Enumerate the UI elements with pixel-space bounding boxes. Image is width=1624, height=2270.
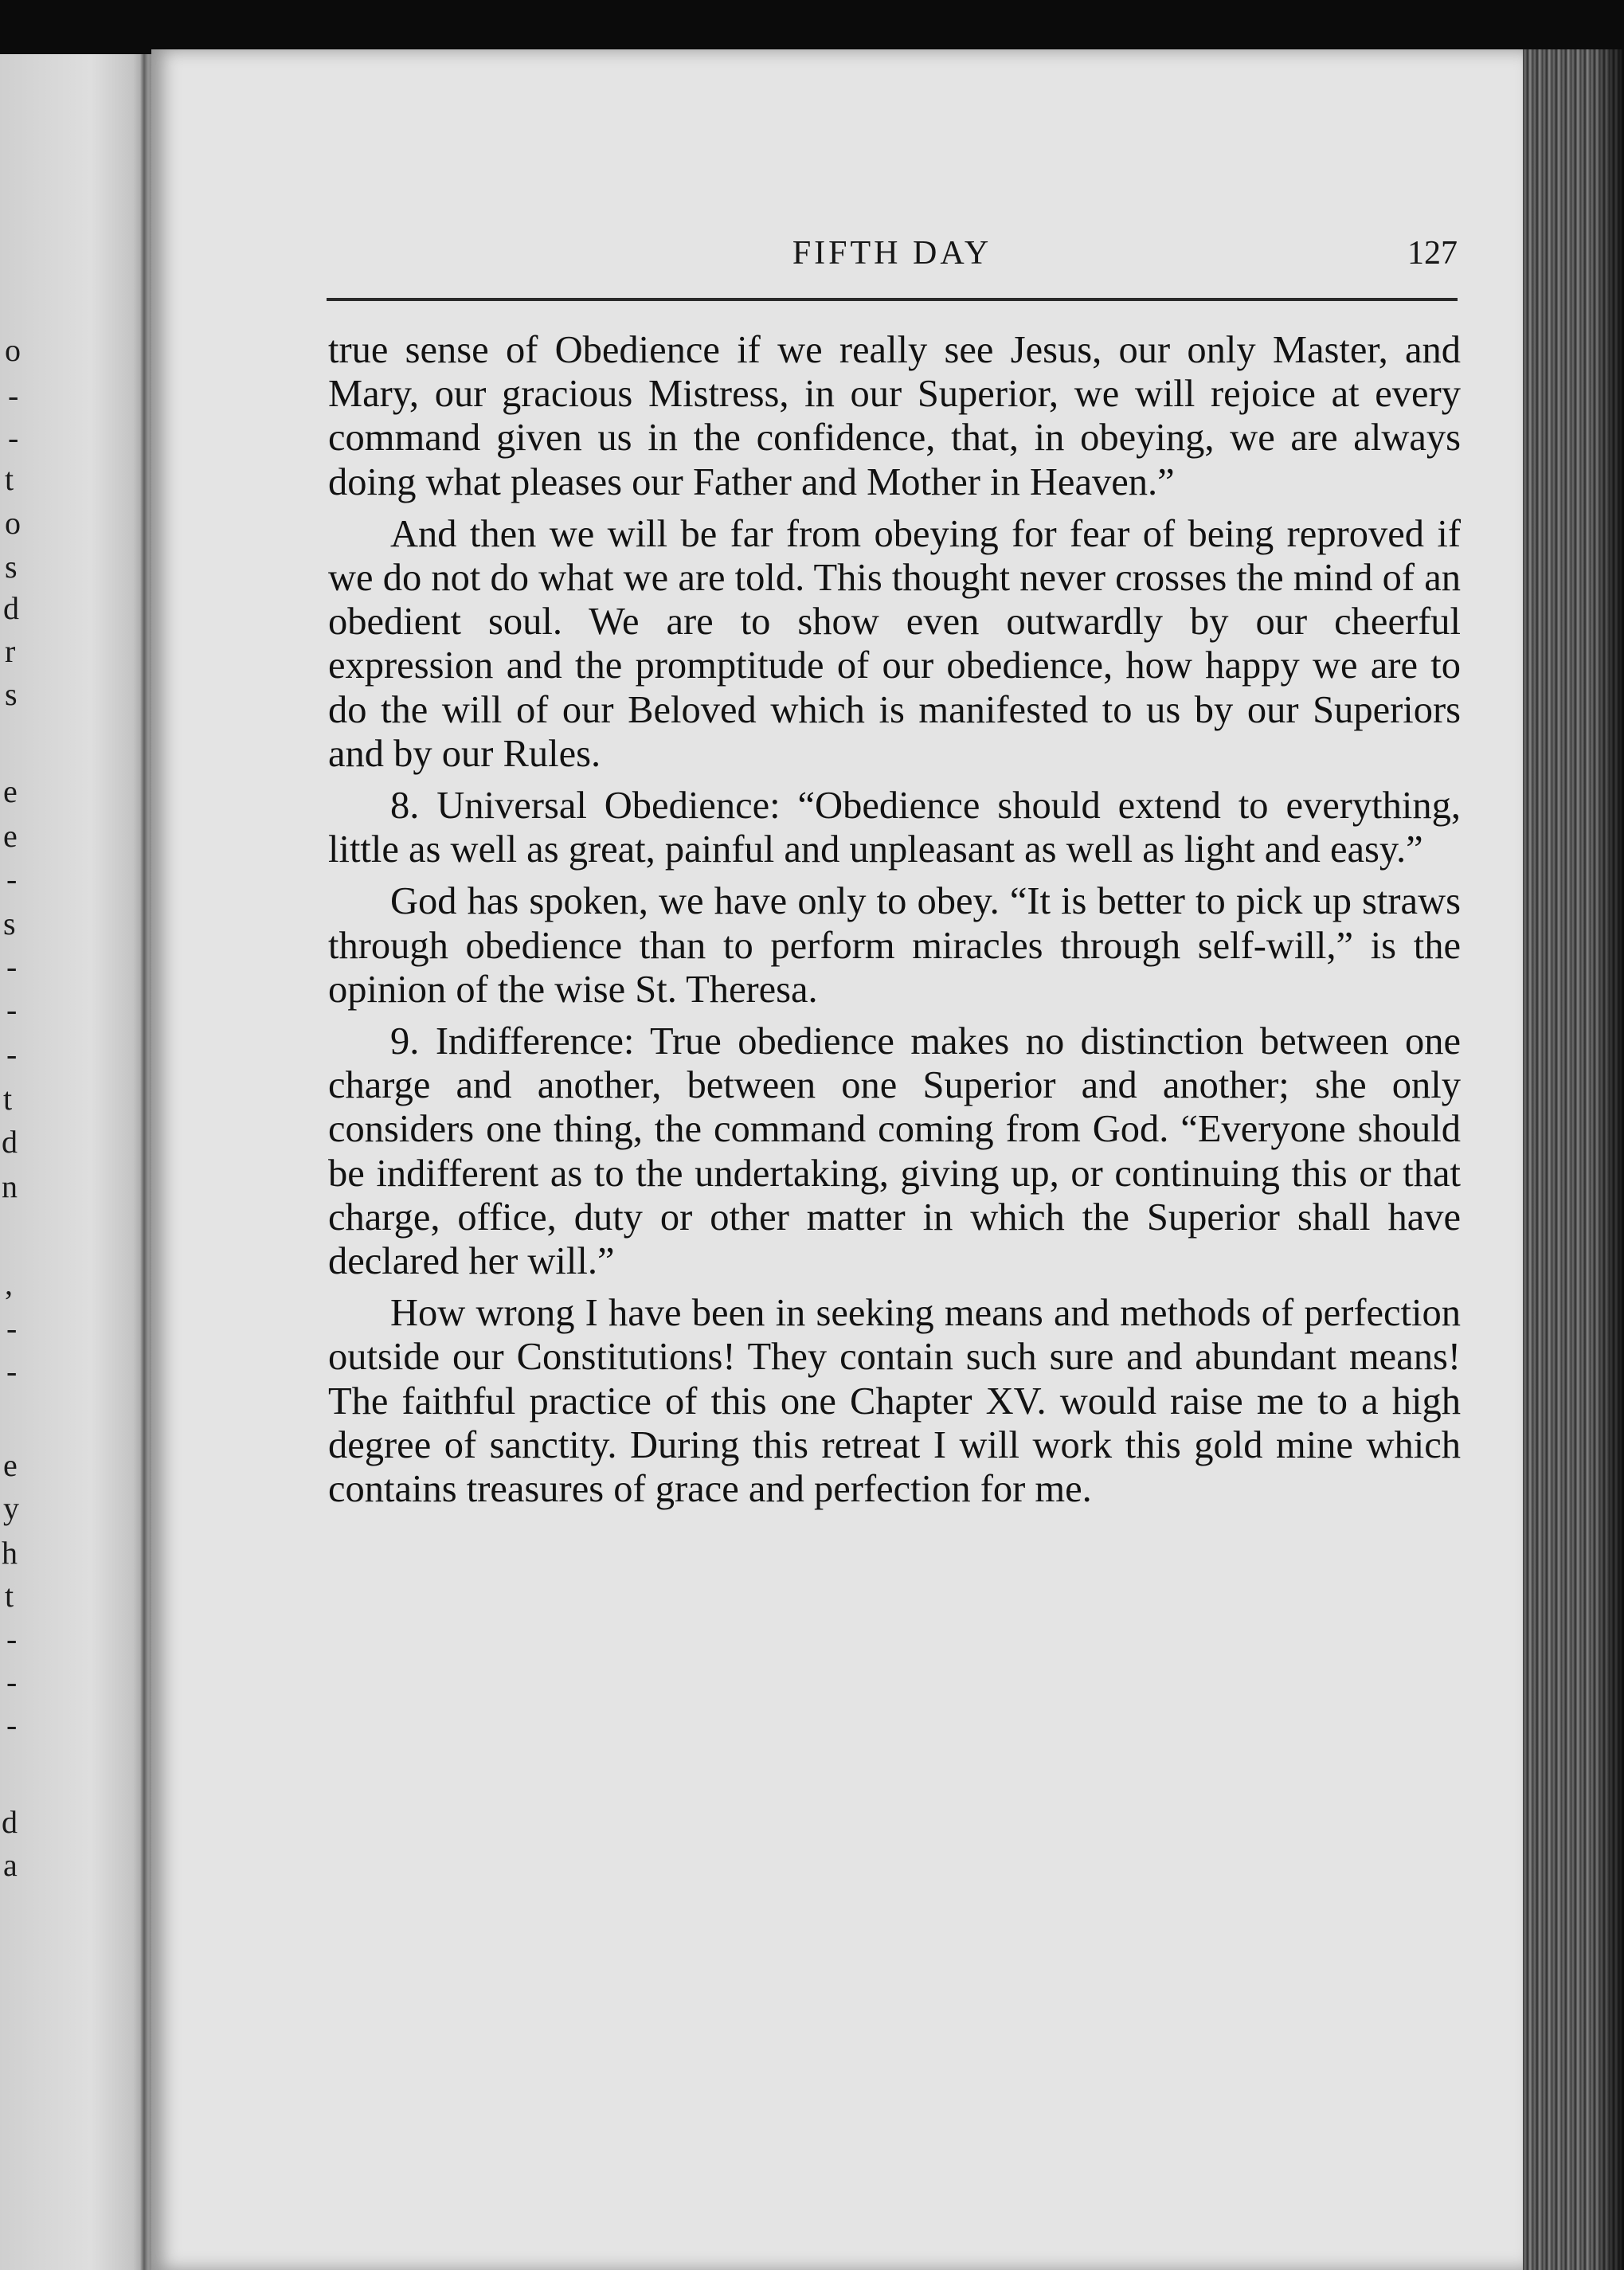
paragraph: true sense of Obedience if we really see Jesus, our only Master, and Mary, our gracious Mistress, in our Superior, we will rejoice at every command given us in the confidence, that, in obeying, we are always doing what pleases our Father and Mother in Heaven.”	[328, 329, 1461, 503]
facing-page-edge	[0, 54, 151, 2270]
paragraph: How wrong I have been in seeking means and methods of perfection outside our Constitutions! They contain such sure and abundant means! The faithful practice of this one Chapter XV. would raise me to a high degree of sanctity. During this retreat I will work this gold mine which contains treasures of grace and perfection for me.	[328, 1292, 1461, 1511]
facing-fragment: -	[6, 949, 18, 984]
facing-fragment: o	[5, 505, 21, 541]
book-page	[151, 49, 1523, 2270]
facing-fragment: h	[2, 1535, 18, 1571]
facing-fragment: e	[3, 1447, 18, 1483]
facing-fragment: -	[6, 1621, 18, 1657]
facing-fragment: d	[2, 1804, 18, 1840]
paragraph: 8. Universal Obedience: “Obedience should extend to everything, little as well as great, painful and unpleasant as well as light and easy.”	[328, 785, 1461, 871]
facing-fragment: -	[6, 861, 18, 897]
facing-fragment: s	[5, 676, 18, 712]
gutter-shadow	[140, 54, 148, 2270]
facing-fragment: ,	[5, 1266, 13, 1301]
paragraph: 9. Indifference: True obedience makes no distinction between one charge and another, between one Superior and another; she only considers one thing, the command coming from God. “Everyone should be indifferent as to the undertaking, giving up, or continuing this or that charge, office, duty or other matter in which the Superior shall have declared her will.”	[328, 1020, 1461, 1283]
paragraph: And then we will be far from obeying for fear of being reproved if we do not do what we are told. This thought never crosses the mind of an obedient soul. We are to show even outwardly by our cheerful expression and the promptitude of our obedience, how happy we are to do the will of our Beloved which is manifested to us by our Superiors and by our Rules.	[328, 512, 1461, 775]
facing-fragment: -	[6, 1310, 18, 1346]
page-edges	[1523, 49, 1624, 2270]
running-head-title: FIFTH DAY	[792, 235, 992, 272]
facing-fragment: -	[6, 1036, 18, 1072]
facing-fragment: d	[2, 1124, 18, 1160]
facing-fragment: n	[2, 1168, 18, 1204]
facing-fragment: -	[6, 1707, 18, 1743]
facing-fragment: -	[8, 378, 19, 413]
facing-fragment: -	[6, 1664, 18, 1700]
facing-fragment: -	[8, 420, 19, 456]
facing-fragment: -	[6, 1353, 18, 1389]
page-number: 127	[1407, 235, 1458, 272]
facing-fragment: a	[3, 1847, 18, 1883]
body-text	[328, 328, 1461, 1519]
facing-fragment: r	[5, 633, 16, 669]
head-rule	[327, 298, 1458, 301]
facing-fragment: e	[3, 773, 18, 809]
facing-fragment: t	[3, 1081, 13, 1117]
facing-fragment: s	[3, 906, 16, 941]
facing-fragment: d	[3, 590, 19, 626]
facing-fragment: o	[5, 332, 21, 368]
facing-fragment: -	[6, 992, 18, 1027]
facing-fragment: t	[5, 461, 14, 497]
page-edges-shade	[1592, 49, 1624, 2270]
paragraph: God has spoken, we have only to obey. “It is better to pick up straws through obedience than to perform miracles through self-will,” is the opinion of the wise St. Theresa.	[328, 880, 1461, 1011]
facing-fragment: t	[5, 1578, 14, 1614]
facing-fragment: s	[5, 549, 18, 585]
facing-fragment: e	[3, 818, 18, 854]
running-head	[327, 234, 1458, 290]
facing-fragment: y	[3, 1490, 19, 1526]
